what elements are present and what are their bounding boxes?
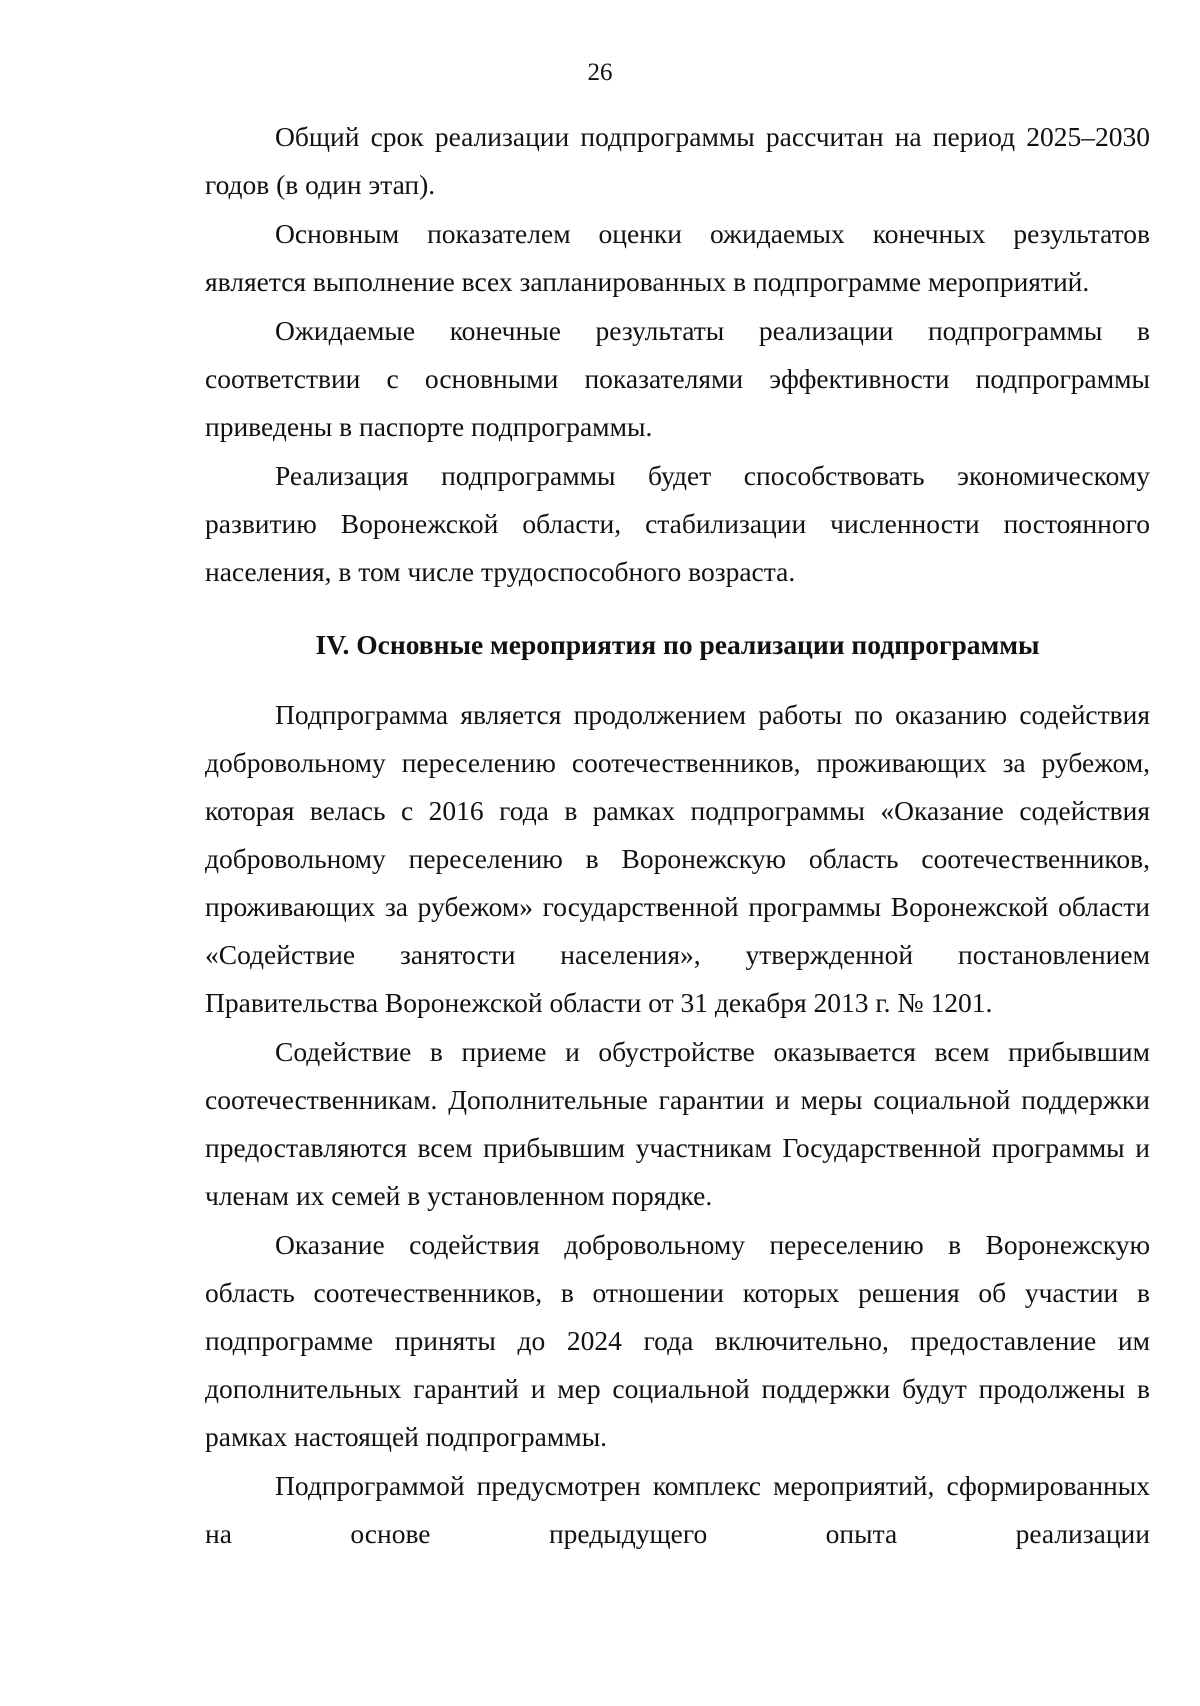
paragraph-implementation-period: Общий срок реализации подпрограммы рассчитан на период 2025–2030 годов (в один этап). [205,121,1150,200]
section-heading: IV. Основные мероприятия по реализации подпрограммы [315,629,1040,660]
page-number: 26 [587,59,613,86]
paragraph-main-indicator: Основным показателем оценки ожидаемых конечных результатов является выполнение всех запланированных в подпрограмме мероприятий. [205,218,1150,297]
paragraph-resettlement-support: Оказание содействия добровольному переселению в Воронежскую область соотечественников, в отношении которых решения об участии в подпрограмме приняты до 2024 года включительно, предоставление им дополнительных гарантий и мер социальной поддержки будут продолжены в рамках настоящей подпрограммы. [205,1229,1150,1452]
paragraph-continuation: Подпрограмма является продолжением работы по оказанию содействия добровольному переселению соотечественников, проживающих за рубежом, которая велась с 2016 года в рамках подпрограммы «Оказание содействия добровольному переселению в Воронежскую область соотечественников, проживающих за рубежом» государственной программы Воронежской области «Содействие занятости населения», утвержденной постановлением Правительства Воронежской области от 31 декабря 2013 г. № 1201. [205,699,1150,1018]
paragraph-assistance: Содействие в приеме и обустройстве оказывается всем прибывшим соотечественникам. Дополнительные гарантии и меры социальной поддержки предоставляются всем прибывшим участникам Государственной программы и членам их семей в установленном порядке. [205,1036,1150,1211]
document-body [205,113,1150,1558]
paragraph-economic-development: Реализация подпрограммы будет способствовать экономическому развитию Воронежской области, стабилизации численности постоянного населения, в том числе трудоспособного возраста. [205,460,1150,587]
paragraph-expected-results: Ожидаемые конечные результаты реализации подпрограммы в соответствии с основными показателями эффективности подпрограммы приведены в паспорте подпрограммы. [205,315,1150,442]
paragraph-measures-complex: Подпрограммой предусмотрен комплекс мероприятий, сформированных на основе предыдущего опыта реализации [205,1470,1150,1549]
